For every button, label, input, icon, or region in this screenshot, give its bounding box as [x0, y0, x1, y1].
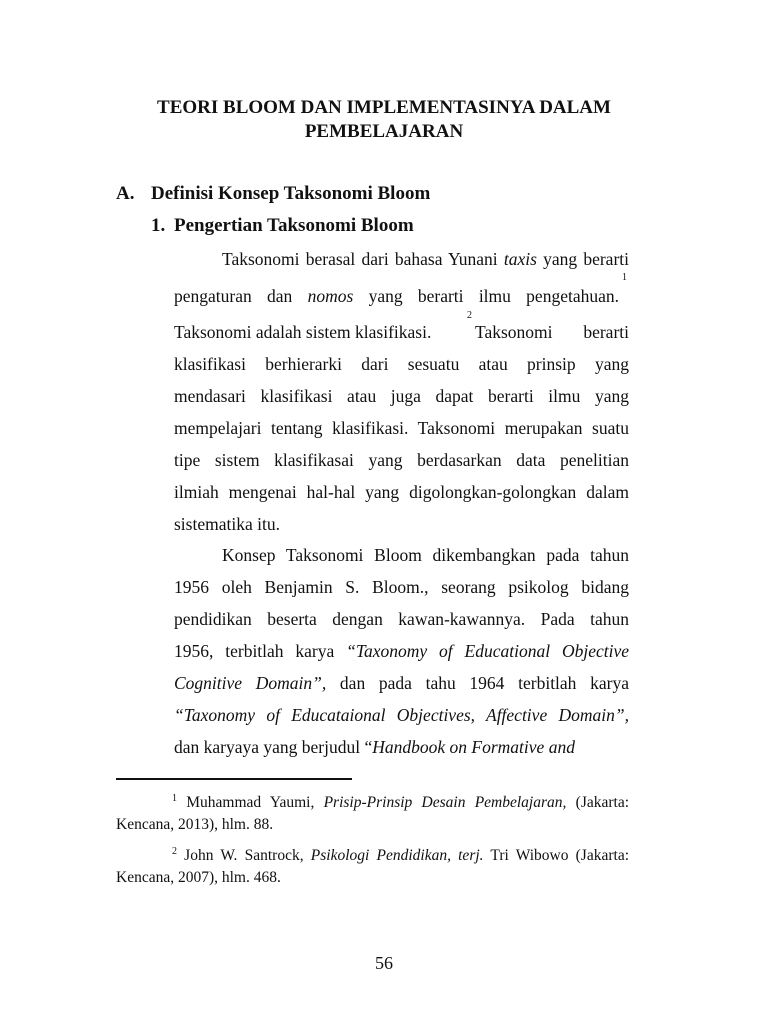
footnote-1-number: 1: [172, 793, 177, 804]
footnote-1-line-2: Kencana, 2013), hlm. 88.: [116, 816, 274, 833]
section-heading: Definisi Konsep Taksonomi Bloom: [151, 183, 431, 204]
footnote-ref-1: 1: [622, 272, 627, 283]
paragraph-2-line-1: Konsep Taksonomi Bloom dikembangkan pada tahun: [222, 545, 629, 565]
paragraph-1-line-5: mendasari klasifikasi atau juga dapat berarti ilmu yang: [174, 386, 629, 406]
paragraph-1-line-8: ilmiah mengenai hal-hal yang digolongkan-golongkan dalam: [174, 482, 629, 502]
footnote-1-line-1: $^1$ Muhammad Yaumi, Prisip-Prinsip Desain Pembelajaran, (Jakarta:: [172, 793, 630, 811]
document-title-line-2: PEMBELAJARAN: [304, 121, 464, 142]
paragraph-1-line-4: klasifikasi berhierarki dari sesuatu atau prinsip yang: [174, 354, 629, 374]
paragraph-2-line-7: dan karyaya yang berjudul “Handbook on Formative and: [174, 737, 575, 757]
subsection-marker: 1.: [151, 215, 166, 236]
footnote-2-line-2: Kencana, 2007), hlm. 468.: [116, 869, 281, 886]
paragraph-1-line-3a: Taksonomi adalah sistem klasifikasi.: [174, 322, 432, 342]
footnote-2-number: 2: [172, 846, 177, 857]
footnote-separator: [116, 778, 352, 780]
paragraph-2-line-3: pendidikan beserta dengan kawan-kawannya. Pada tahun: [174, 609, 629, 629]
section-marker: A.: [116, 183, 135, 204]
subsection-heading: Pengertian Taksonomi Bloom: [174, 215, 414, 236]
paragraph-2-line-5: Cognitive Domain”, dan pada tahu 1964 terbitlah karya: [174, 673, 629, 693]
document-title-line-1: TEORI BLOOM DAN IMPLEMENTASINYA DALAM: [157, 97, 611, 118]
footnote-1: [116, 792, 629, 836]
paragraph-1-line-3b: Taksonomi berarti: [475, 322, 629, 342]
paragraph-1-line-1: Taksonomi berasal dari bahasa Yunani taxis yang berarti: [222, 249, 629, 269]
footnote-2-line-1: $^2$ John W. Santrock, Psikologi Pendidikan, terj. Tri Wibowo (Jakarta:: [172, 846, 629, 864]
paragraph-2-line-2: 1956 oleh Benjamin S. Bloom., seorang psikolog bidang: [174, 577, 629, 597]
paragraph-1-line-9: sistematika itu.: [174, 514, 280, 534]
paragraph-2-line-6: “Taxonomy of Educataional Objectives, Affective Domain”,: [174, 705, 629, 725]
paragraph-2-line-4: 1956, terbitlah karya “Taxonomy of Educational Objective: [174, 641, 629, 661]
paragraph-1-line-2: pengaturan dan nomos yang berarti ilmu pengetahuan.: [174, 286, 619, 306]
paragraph-1-line-7: tipe sistem klasifikasai yang berdasarkan data penelitian: [174, 450, 629, 470]
footnote-2: [116, 845, 629, 889]
paragraph-1-line-6: mempelajari tentang klasifikasi. Taksonomi merupakan suatu: [174, 418, 629, 438]
footnote-ref-2: 2: [467, 310, 472, 321]
page-number: 56: [375, 953, 393, 973]
